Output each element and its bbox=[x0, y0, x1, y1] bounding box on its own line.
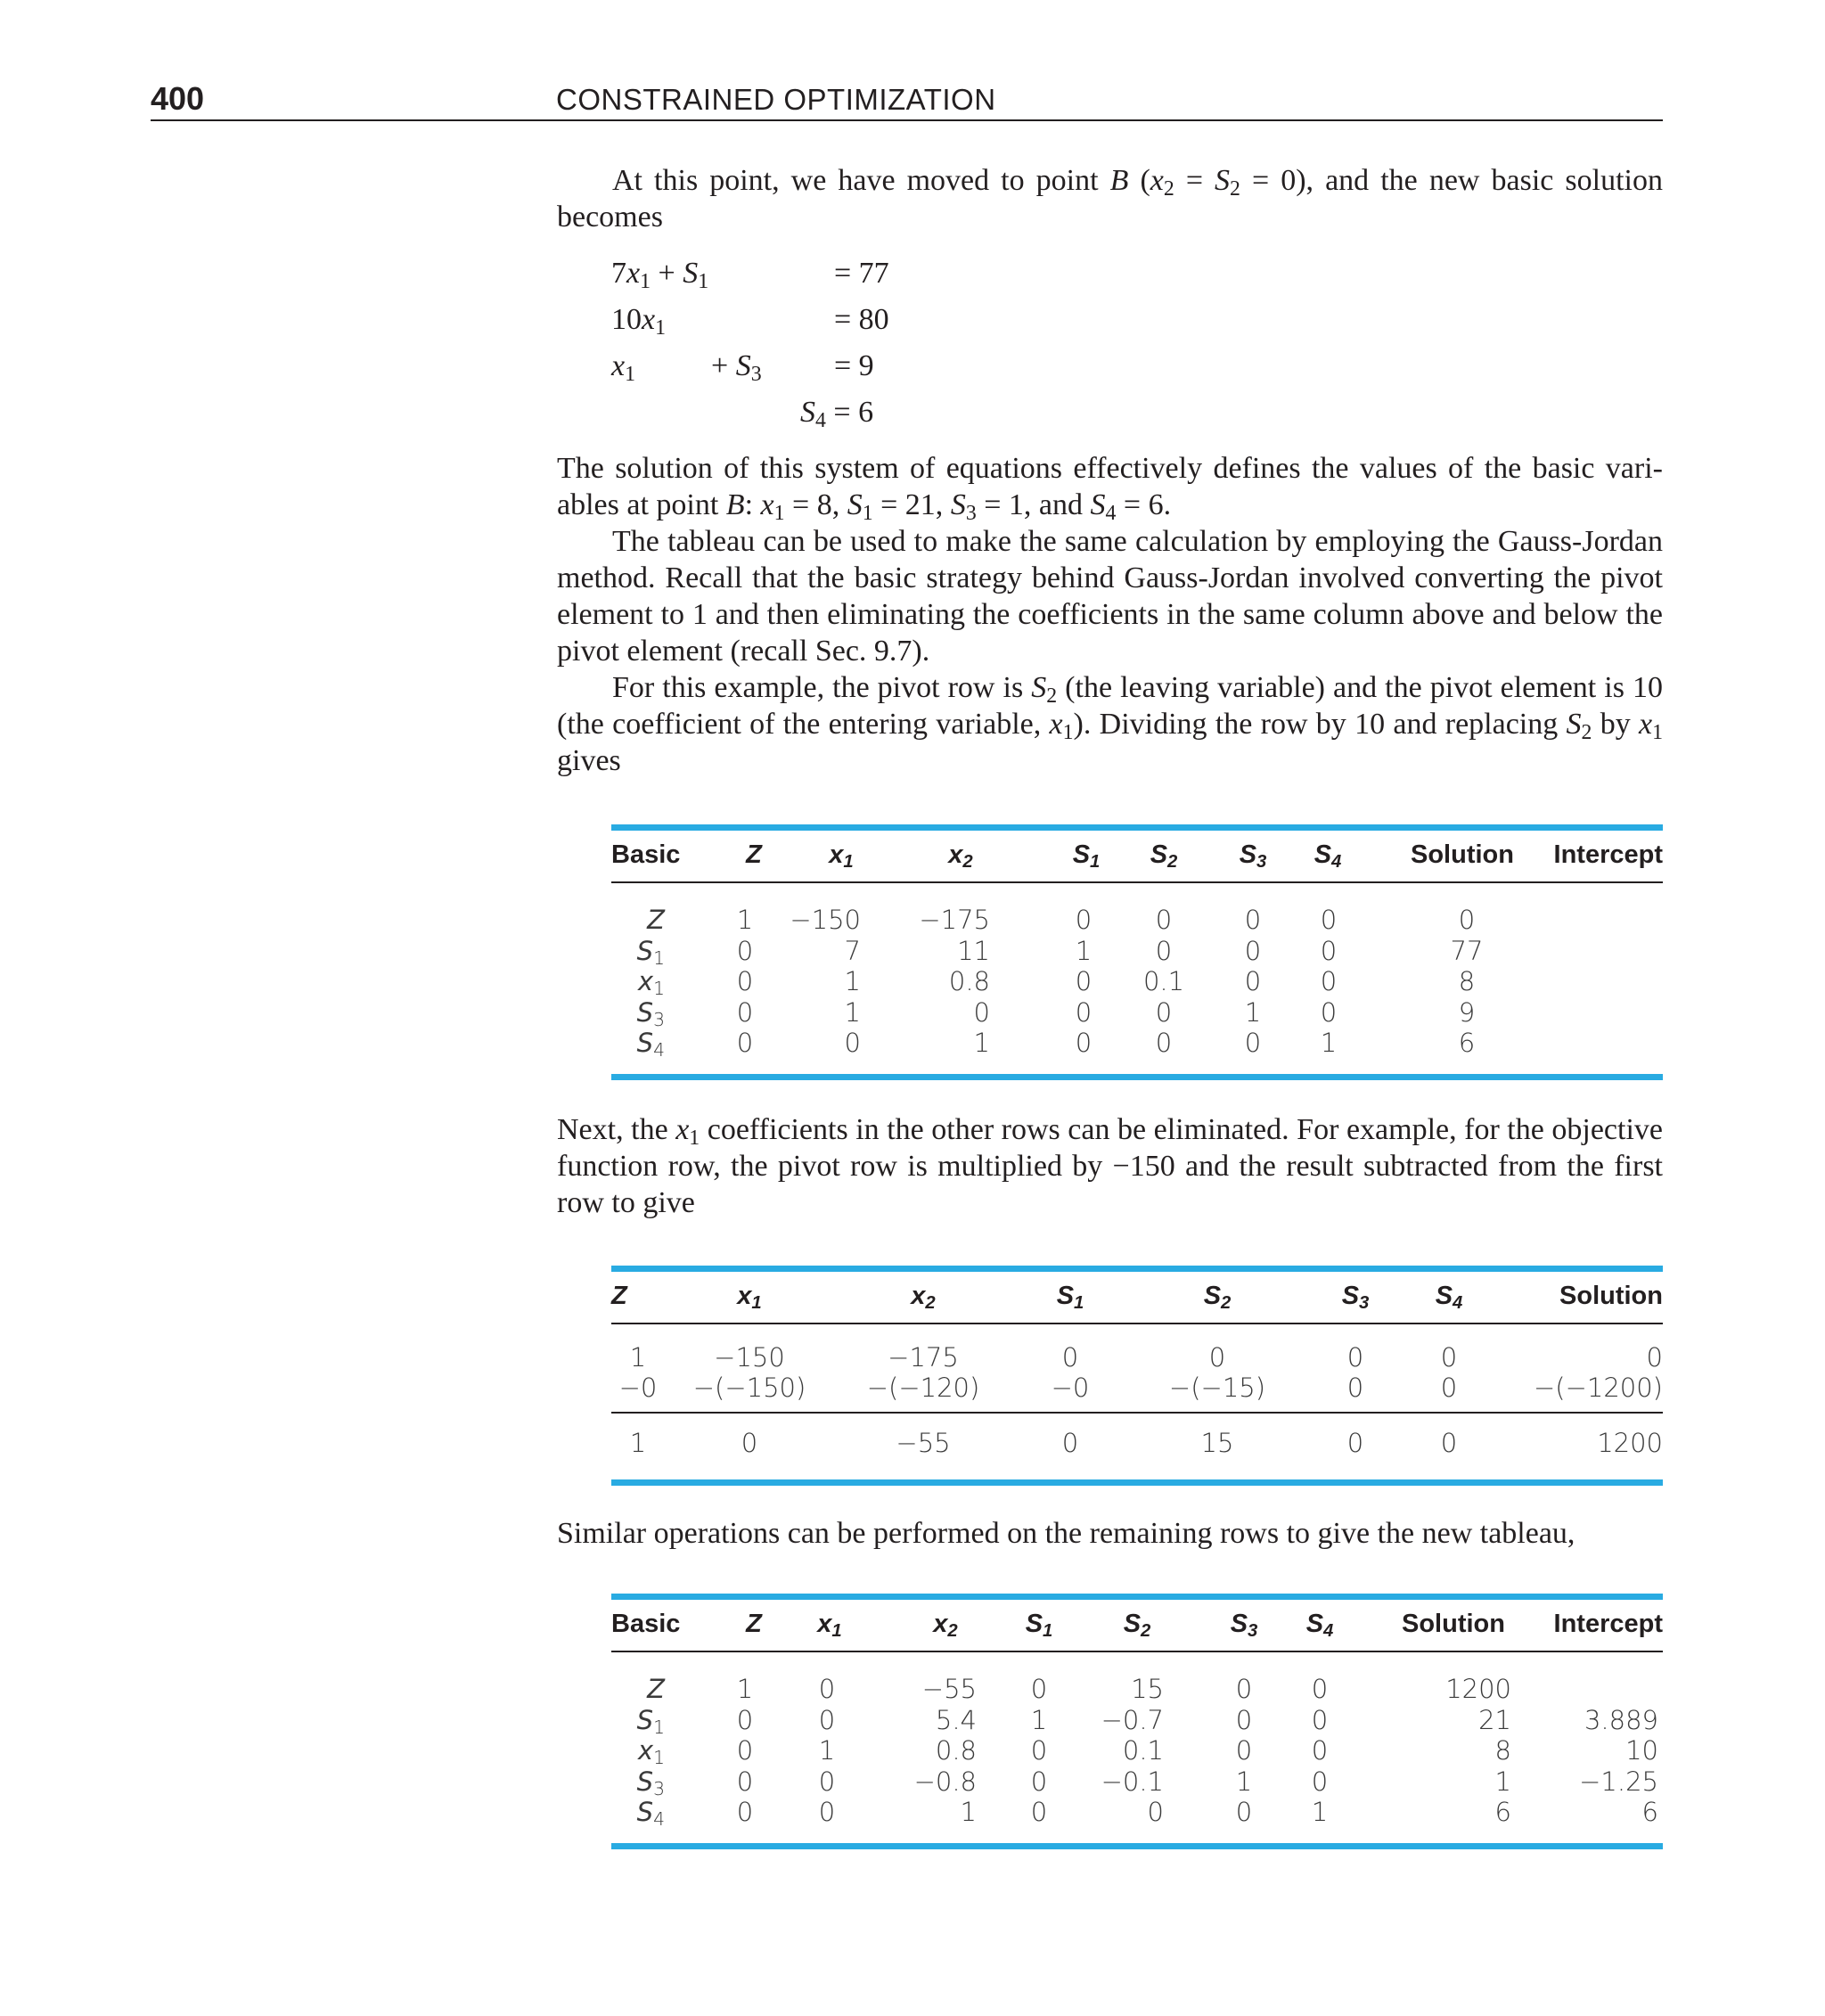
table-cell: 0 bbox=[736, 935, 754, 966]
table-cell: 1 bbox=[1494, 1766, 1511, 1797]
table-cell: −175 bbox=[888, 1342, 959, 1373]
table-cell: 0 bbox=[1147, 1797, 1164, 1827]
table-cell: 0.8 bbox=[935, 1735, 977, 1766]
table-cell: 1 bbox=[960, 1797, 977, 1827]
table-cell: 0 bbox=[818, 1674, 836, 1704]
column-header: $S_4$ bbox=[1305, 1610, 1334, 1642]
table-cell: 0 bbox=[1458, 905, 1476, 935]
column-header: $x_2$ bbox=[911, 1282, 936, 1314]
table-cell: 0 bbox=[1244, 905, 1262, 935]
row-basic-variable: $S_1$ bbox=[636, 935, 665, 969]
table-cell: 0 bbox=[1030, 1797, 1048, 1827]
table-cell: −(−120) bbox=[866, 1373, 980, 1403]
column-header: Z bbox=[746, 1610, 762, 1638]
row-basic-variable: Z bbox=[647, 1674, 665, 1704]
column-header: Solution bbox=[1559, 1282, 1663, 1310]
table-cell: 9 bbox=[1458, 996, 1476, 1028]
table-cell: 0 bbox=[1235, 1735, 1253, 1766]
table-cell: 1 bbox=[1320, 1028, 1338, 1058]
table-cell: 0 bbox=[1075, 905, 1093, 935]
table-cell: 1200 bbox=[1445, 1674, 1511, 1704]
column-header: $S_4$ bbox=[1314, 840, 1342, 873]
table-cell: 0 bbox=[736, 1704, 754, 1735]
table-cell: −(−15) bbox=[1168, 1373, 1266, 1403]
table-cell: 0 bbox=[736, 1028, 754, 1058]
column-header: $x_1$ bbox=[737, 1282, 762, 1314]
table-cell: 0 bbox=[1311, 1674, 1329, 1704]
table-cell: 11 bbox=[957, 935, 990, 966]
result-cell: 1 bbox=[629, 1428, 647, 1458]
table-cell: 0 bbox=[1030, 1674, 1048, 1704]
table-bottom-rule bbox=[611, 1843, 1663, 1849]
table-cell: 0 bbox=[1155, 996, 1173, 1028]
column-header: $S_2$ bbox=[1123, 1610, 1151, 1642]
column-header: $x_2$ bbox=[933, 1610, 958, 1642]
column-header: $S_3$ bbox=[1239, 840, 1267, 873]
result-rule bbox=[611, 1412, 1663, 1414]
paragraph-2: The solution of this system of equations effectively defines the values of the basic vari-ables at point B: $x_1 = 8$, $S_1 = 21$, $S_3 = 1$, and $S_4 = 6$. The tableau can be used to make the same calculation by employing the Gauss-Jordan method. Recall that the basic strategy behind Gauss-Jordan involved converting the pivot element to 1 and then eliminating the coefficients in the same column above and below the pivot element (recall Sec. 9.7). For this example, the pivot row is $S_2$ (the leaving variable) and the pivot element is 10 (the coefficient of the entering variable, $x_1$). Dividing the row by 10 and replacing $S_2$ by $x_1$ gives bbox=[557, 452, 1664, 777]
table-cell: 1 bbox=[1235, 1766, 1253, 1797]
column-header: Intercept bbox=[1553, 840, 1663, 869]
tableau-2 bbox=[611, 1594, 1663, 1852]
table-cell: 1 bbox=[629, 1342, 647, 1373]
table-cell: 8 bbox=[1494, 1735, 1511, 1766]
table-cell: 0 bbox=[1311, 1704, 1329, 1735]
table-cell: 0 bbox=[1075, 966, 1093, 996]
column-header: $S_2$ bbox=[1150, 840, 1178, 873]
table-cell: 0 bbox=[818, 1704, 836, 1735]
table-cell: −150 bbox=[790, 905, 861, 935]
column-header: $S_4$ bbox=[1435, 1282, 1463, 1314]
table-cell: 0 bbox=[1244, 966, 1262, 996]
table-cell: 0.8 bbox=[948, 966, 990, 996]
page-header bbox=[151, 80, 1663, 121]
table-cell: 0.1 bbox=[1122, 1735, 1164, 1766]
table-cell: 0 bbox=[1061, 1342, 1079, 1373]
table-cell: 1 bbox=[818, 1735, 836, 1766]
table-cell: 0 bbox=[1320, 935, 1338, 966]
paragraph-6: Similar operations can be performed on the remaining rows to give the new tableau, bbox=[557, 1517, 1575, 1550]
column-header: Intercept bbox=[1553, 1610, 1663, 1638]
table-cell: −55 bbox=[921, 1674, 977, 1704]
page-number: 400 bbox=[151, 80, 205, 117]
table-cell: 0 bbox=[736, 1766, 754, 1797]
table-cell: 0 bbox=[736, 966, 754, 996]
column-header: Basic bbox=[611, 840, 681, 869]
table-cell: 8 bbox=[1458, 966, 1476, 996]
column-header: Z bbox=[746, 840, 762, 869]
table-cell: 1 bbox=[1030, 1704, 1048, 1735]
table-cell: 0 bbox=[1075, 1028, 1093, 1058]
table-cell: −(−1200) bbox=[1533, 1373, 1663, 1403]
paragraph-3: The tableau can be used to make the same calculation by employing the Gauss-Jordan method. Recall that the basic strategy behind Gauss-Jordan involved converting the pivot element to 1 and then eliminating the coefficients in the same column above and below the pivot element (recall Sec. 9.7). bbox=[557, 525, 1663, 668]
table-cell: 0 bbox=[1244, 1028, 1262, 1058]
table-cell: 0 bbox=[1440, 1373, 1458, 1403]
table-cell: −(−150) bbox=[692, 1373, 806, 1403]
table-cell: 1 bbox=[1075, 935, 1093, 966]
table-cell: 1 bbox=[844, 996, 861, 1028]
table-cell: −0.8 bbox=[913, 1766, 977, 1797]
table-cell: 0 bbox=[1320, 966, 1338, 996]
table-cell: 0 bbox=[1235, 1797, 1253, 1827]
table-cell: −0.1 bbox=[1101, 1766, 1164, 1797]
table-cell: 0 bbox=[736, 1735, 754, 1766]
result-cell: 1200 bbox=[1597, 1428, 1663, 1458]
header-rule bbox=[611, 1323, 1663, 1324]
row-basic-variable: $S_3$ bbox=[636, 1766, 665, 1799]
table-cell: 0 bbox=[1311, 1735, 1329, 1766]
table-cell: 1 bbox=[973, 1028, 990, 1058]
table-cell: 0 bbox=[736, 1797, 754, 1827]
elimination-table bbox=[611, 1266, 1663, 1488]
table-cell: 0 bbox=[1030, 1766, 1048, 1797]
table-cell: −150 bbox=[714, 1342, 785, 1373]
table-cell: 77 bbox=[1450, 935, 1484, 966]
table-cell: 21 bbox=[1478, 1704, 1511, 1735]
table-cell: 0 bbox=[736, 996, 754, 1028]
column-header: $x_1$ bbox=[817, 1610, 842, 1642]
table-cell: −1.25 bbox=[1579, 1766, 1658, 1797]
table-cell: 0 bbox=[1311, 1766, 1329, 1797]
paragraph-1: At this point, we have moved to point B $(x_2 = S_2 = 0)$, and the new basic solution becomes bbox=[557, 164, 1663, 234]
table-cell: 1 bbox=[736, 905, 754, 935]
table-cell: −0 bbox=[1051, 1373, 1090, 1403]
column-header: $S_2$ bbox=[1203, 1282, 1232, 1314]
result-cell: 0 bbox=[1346, 1428, 1364, 1458]
paragraph-5: Next, the $x_1$ coefficients in the other rows can be eliminated. For example, for the objective function row, the pivot row is multiplied by −150 and the result subtracted from the first row to give bbox=[557, 1113, 1663, 1219]
table-cell: 0 bbox=[1235, 1704, 1253, 1735]
table-cell: 0 bbox=[1346, 1342, 1364, 1373]
table-cell: 6 bbox=[1641, 1797, 1658, 1827]
column-header: Basic bbox=[611, 1610, 681, 1638]
header-rule bbox=[611, 1651, 1663, 1652]
table-top-rule bbox=[611, 1266, 1663, 1272]
column-header: $x_1$ bbox=[829, 840, 854, 873]
running-title: CONSTRAINED OPTIMIZATION bbox=[556, 83, 996, 116]
column-header: $S_1$ bbox=[1056, 1282, 1084, 1314]
tableau-1 bbox=[611, 824, 1663, 1083]
table-bottom-rule bbox=[611, 1074, 1663, 1080]
table-top-rule bbox=[611, 824, 1663, 831]
paragraph-4: For this example, the pivot row is $S_2$ (the leaving variable) and the pivot element is 10 (the coefficient of the entering variable, $x_1$). Dividing the row by 10 and replacing $S_2$ by $x_1$ gives bbox=[557, 671, 1664, 777]
table-cell: 0 bbox=[1244, 935, 1262, 966]
table-cell: −0.7 bbox=[1101, 1704, 1164, 1735]
result-cell: 0 bbox=[741, 1428, 758, 1458]
table-cell: −175 bbox=[919, 905, 990, 935]
column-header: $S_3$ bbox=[1341, 1282, 1370, 1314]
result-cell: 0 bbox=[1440, 1428, 1458, 1458]
table-cell: 1 bbox=[1244, 996, 1262, 1028]
result-cell: 0 bbox=[1061, 1428, 1079, 1458]
table-cell: 0.1 bbox=[1142, 966, 1185, 996]
table-cell: 0 bbox=[844, 1028, 861, 1058]
column-header: Solution bbox=[1402, 1610, 1505, 1638]
table-cell: 0 bbox=[1155, 1028, 1173, 1058]
column-header: $S_3$ bbox=[1230, 1610, 1258, 1642]
table-cell: 0 bbox=[1155, 905, 1173, 935]
table-cell: 1 bbox=[1311, 1797, 1329, 1827]
row-basic-variable: $S_3$ bbox=[636, 996, 665, 1030]
table-cell: 5.4 bbox=[935, 1704, 977, 1735]
table-cell: 0 bbox=[1030, 1735, 1048, 1766]
column-header: $S_1$ bbox=[1025, 1610, 1053, 1642]
table-cell: 1 bbox=[844, 966, 861, 996]
table-cell: 0 bbox=[1646, 1342, 1663, 1373]
row-basic-variable: $x_1$ bbox=[637, 966, 665, 1000]
row-basic-variable: $x_1$ bbox=[637, 1735, 665, 1769]
table-top-rule bbox=[611, 1594, 1663, 1600]
table-cell: 3.889 bbox=[1584, 1704, 1658, 1735]
header-rule bbox=[611, 881, 1663, 883]
table-cell: 1 bbox=[736, 1674, 754, 1704]
table-cell: 0 bbox=[818, 1797, 836, 1827]
column-header: $S_1$ bbox=[1072, 840, 1101, 873]
table-cell: 0 bbox=[1440, 1342, 1458, 1373]
table-cell: 6 bbox=[1458, 1028, 1476, 1058]
column-header: Solution bbox=[1411, 840, 1514, 869]
table-bottom-rule bbox=[611, 1479, 1663, 1486]
table-cell: 0 bbox=[818, 1766, 836, 1797]
column-header: $x_2$ bbox=[948, 840, 973, 873]
table-cell: 6 bbox=[1494, 1797, 1511, 1827]
table-cell: 0 bbox=[1075, 996, 1093, 1028]
table-cell: 0 bbox=[1235, 1674, 1253, 1704]
table-cell: 10 bbox=[1625, 1735, 1658, 1766]
table-cell: 0 bbox=[1155, 935, 1173, 966]
column-header: Z bbox=[611, 1282, 627, 1310]
table-cell: −0 bbox=[618, 1373, 658, 1403]
row-basic-variable: $S_4$ bbox=[636, 1797, 665, 1831]
row-basic-variable: Z bbox=[647, 905, 665, 935]
table-cell: 15 bbox=[1131, 1674, 1164, 1704]
row-basic-variable: $S_1$ bbox=[636, 1704, 665, 1738]
table-cell: 0 bbox=[1346, 1373, 1364, 1403]
table-cell: 0 bbox=[1208, 1342, 1226, 1373]
table-cell: 0 bbox=[1320, 996, 1338, 1028]
table-cell: 0 bbox=[1320, 905, 1338, 935]
row-basic-variable: $S_4$ bbox=[636, 1028, 665, 1061]
result-cell: −55 bbox=[896, 1428, 951, 1458]
table-cell: 0 bbox=[973, 996, 990, 1028]
table-cell: 7 bbox=[844, 935, 861, 966]
result-cell: 15 bbox=[1200, 1428, 1234, 1458]
